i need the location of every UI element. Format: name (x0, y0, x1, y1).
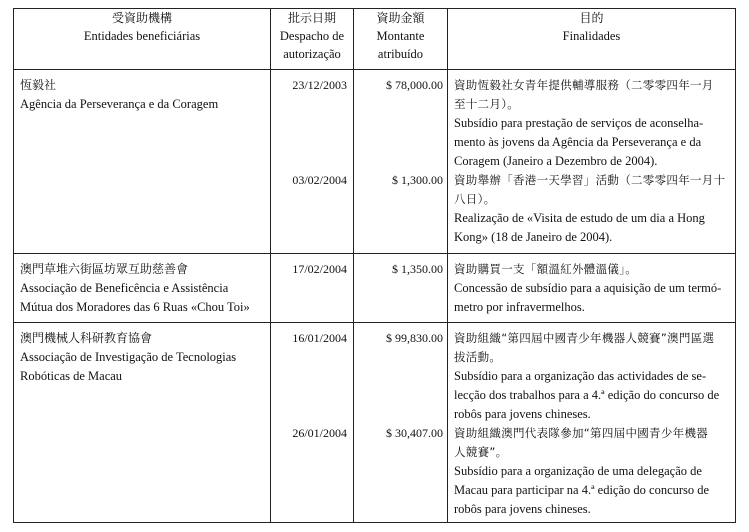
entry-amount: $ 1,300.00 (392, 173, 443, 187)
header-purpose-zh: 目的 (579, 11, 604, 25)
entry-date: 03/02/2004 (292, 173, 347, 187)
purpose-cell (448, 70, 736, 254)
purpose-zh: 至十二月）。 (454, 97, 520, 111)
header-purpose (448, 9, 736, 70)
entity-name-pt: Associação de Beneficência e Assistência (20, 281, 229, 295)
amount-cell (354, 254, 448, 323)
header-date-pt-1: Despacho de (279, 29, 345, 43)
entry-date: 23/12/2003 (292, 78, 347, 92)
purpose-zh: 資助恆毅社女青年提供輔導服務（二零零四年一月 (454, 78, 714, 92)
header-purpose-pt: Finalidades (562, 29, 621, 43)
purpose-pt: robôs para jovens chineses. (454, 407, 591, 421)
amount-cell (354, 323, 448, 523)
purpose-pt: Subsídio para a organização de uma delegação de (454, 464, 702, 478)
purpose-pt: metro por infravermelhos. (454, 300, 585, 314)
header-amount (354, 9, 448, 70)
entity-cell (14, 70, 271, 254)
header-date-zh: 批示日期 (287, 11, 336, 25)
header-amount-pt-2: atribuído (377, 47, 424, 61)
table-row (14, 323, 736, 523)
entity-cell (14, 254, 271, 323)
entry-amount: $ 99,830.00 (386, 331, 443, 345)
header-date (271, 9, 354, 70)
purpose-pt: Realização de «Visita de estudo de um dia a Hong (454, 211, 705, 225)
header-amount-pt-1: Montante (376, 29, 425, 43)
purpose-zh: 人競賽”。 (454, 445, 508, 459)
purpose-pt: Kong» (18 de Janeiro de 2004). (454, 230, 613, 244)
entity-cell (14, 323, 271, 523)
entry-date: 16/01/2004 (292, 331, 347, 345)
purpose-pt: Subsídio para a organização das actividades de se- (454, 369, 707, 383)
entity-name-pt: Agência da Perseverança e da Coragem (20, 97, 219, 111)
table-row (14, 254, 736, 323)
entity-name-pt: Robóticas de Macau (20, 369, 123, 383)
entity-name-zh: 澳門草堆六街區坊眾互助慈善會 (20, 262, 189, 276)
entry-date: 26/01/2004 (292, 426, 347, 440)
purpose-pt: Macau para participar na 4.ª edição do concurso de (454, 483, 710, 497)
entry-amount: $ 1,350.00 (392, 262, 443, 276)
amount-cell (354, 70, 448, 254)
header-entity (14, 9, 271, 70)
purpose-zh: 資助組織“第四屆中國青少年機器人競賽”澳門區選 (454, 331, 715, 345)
header-amount-zh: 資助金額 (376, 11, 425, 25)
entity-name-pt: Mútua dos Moradores das 6 Ruas «Chou Toi» (20, 300, 250, 314)
purpose-pt: lecção dos trabalhos para a 4.ª edição do concurso de (454, 388, 720, 402)
purpose-pt: Coragem (Janeiro a Dezembro de 2004). (454, 154, 658, 168)
date-cell (271, 254, 354, 323)
purpose-zh: 資助舉辦「香港一天學習」活動（二零零四年一月十 (454, 173, 726, 187)
purpose-zh: 八日）。 (454, 192, 496, 206)
table-header-row (14, 9, 736, 70)
purpose-zh: 拔活動。 (454, 350, 502, 364)
purpose-pt: Subsídio para prestação de serviços de aconselha- (454, 116, 704, 130)
entry-date: 17/02/2004 (292, 262, 347, 276)
date-cell (271, 70, 354, 254)
entity-name-pt: Associação de Investigação de Tecnologias (20, 350, 237, 364)
table-row (14, 70, 736, 254)
header-entity-zh: 受資助機構 (111, 11, 172, 25)
purpose-pt: Concessão de subsídio para a aquisição de um termó- (454, 281, 722, 295)
purpose-pt: robôs para jovens chineses. (454, 502, 591, 516)
date-cell (271, 323, 354, 523)
entry-amount: $ 30,407.00 (386, 426, 443, 440)
purpose-zh: 資助組織澳門代表隊參加“第四屆中國青少年機器 (454, 426, 709, 440)
purpose-zh: 資助購買一支「額溫紅外體溫儀」。 (454, 262, 638, 276)
purpose-pt: mento às jovens da Agência da Perseverança e da (454, 135, 702, 149)
header-date-pt-2: autorização (283, 47, 341, 61)
entry-amount: $ 78,000.00 (386, 78, 443, 92)
entity-name-zh: 恆毅社 (20, 78, 57, 92)
subsidy-table (13, 8, 736, 523)
purpose-cell (448, 323, 736, 523)
purpose-cell (448, 254, 736, 323)
header-entity-pt: Entidades beneficiárias (83, 29, 201, 43)
entity-name-zh: 澳門機械人科研教育協會 (20, 331, 153, 345)
